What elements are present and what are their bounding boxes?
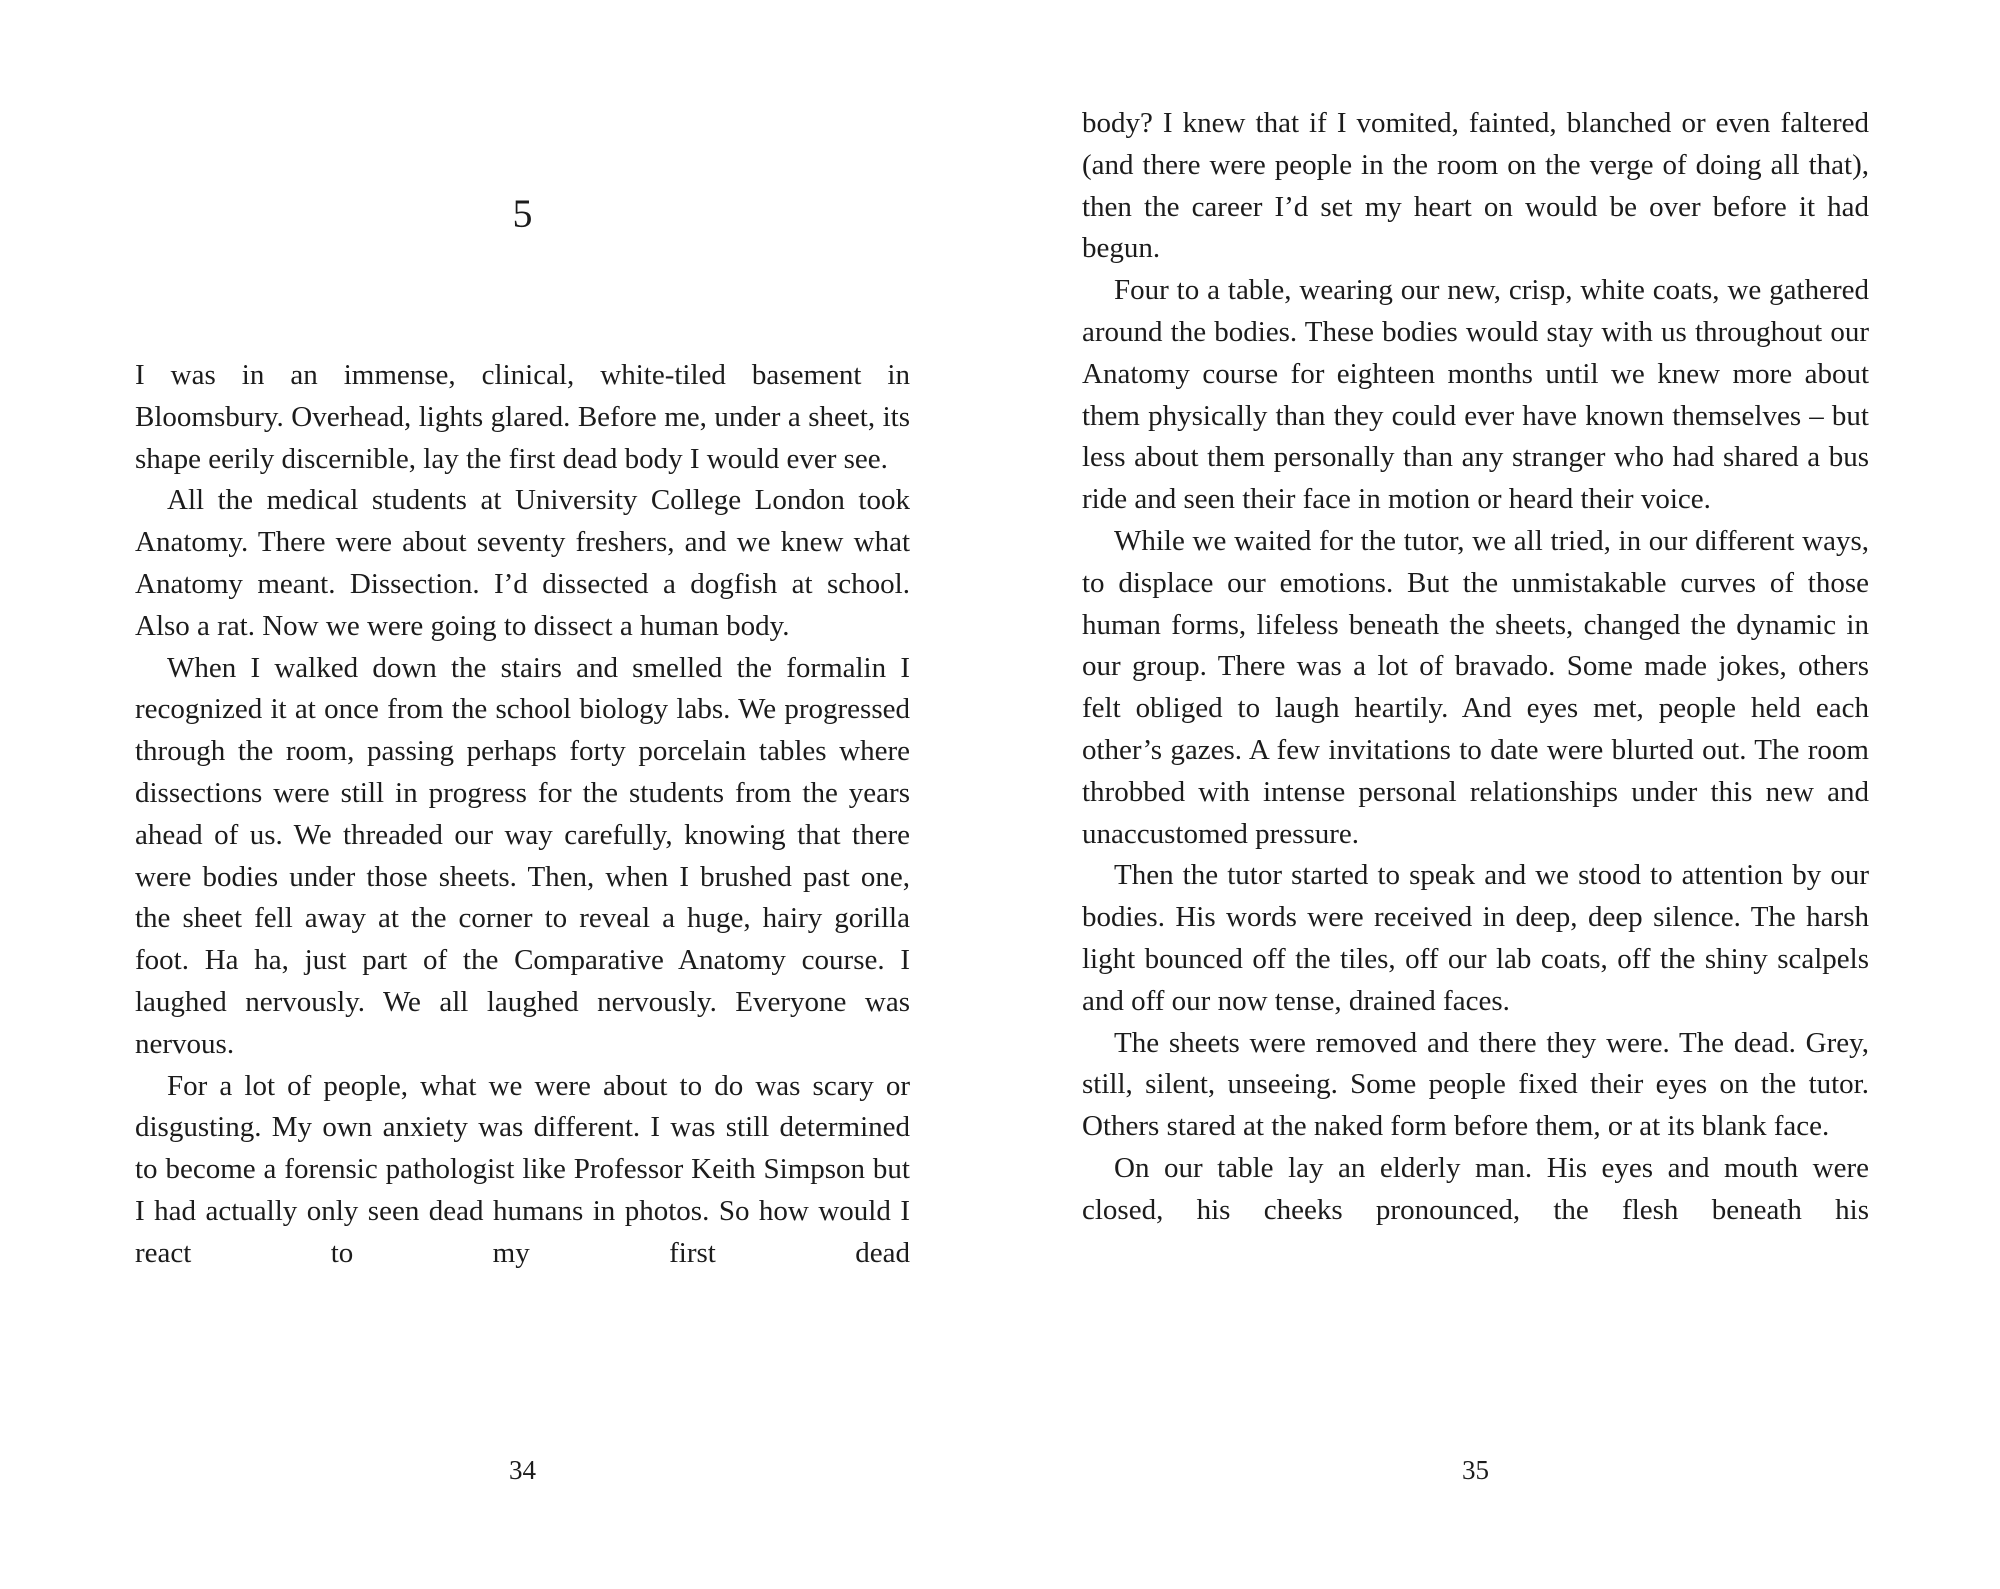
right-page-text — [1082, 103, 1869, 1232]
paragraph: Four to a table, wearing our new, crisp, white coats, we gathered around the bodies. These bodies would stay with us throughout our Anatomy course for eighteen months until we knew more about them physically than they could ever have known themselves – but less about them personally than any stranger who had shared a bus ride and seen their face in motion or heard their voice. — [1082, 274, 1869, 516]
paragraph: For a lot of people, what we were about to do was scary or disgusting. My own anxiety was different. I was still determined to become a forensic pathologist like Professor Keith Simpson but I had actually only seen dead humans in photos. So how would I react to my first dead — [135, 1069, 910, 1269]
paragraph: I was in an immense, clinical, white-tiled basement in Bloomsbury. Overhead, lights glared. Before me, under a sheet, its shape eerily discernible, lay the first dead body I would ever see. — [135, 359, 910, 475]
paragraph: The sheets were removed and there they were. The dead. Grey, still, silent, unseeing. Some people fixed their eyes on the tutor. Others stared at the naked form before them, or at its blank face. — [1082, 1026, 1869, 1143]
paragraph: All the medical students at University College London took Anatomy. There were about seventy freshers, and we knew what Anatomy meant. Dissection. I’d dissected a dogfish at school. Also a rat. Now we were going to dissect a human body. — [135, 484, 910, 642]
page-number: 34 — [509, 1455, 536, 1485]
paragraph: Then the tutor started to speak and we stood to attention by our bodies. His words were received in deep, deep silence. The harsh light bounced off the tiles, off our lab coats, off the shiny scalpels and off our now tense, drained faces. — [1082, 859, 1869, 1017]
paragraph: While we waited for the tutor, we all tried, in our different ways, to displace our emotions. But the unmistakable curves of those human forms, lifeless beneath the sheets, changed the dynamic in our group. There was a lot of bravado. Some made jokes, others felt obliged to laugh heartily. And eyes met, people held each other’s gazes. A few invitations to date were blurted out. The room throbbed with intense personal relationships under this new and unaccustomed pressure. — [1082, 524, 1869, 850]
left-page-text — [135, 355, 910, 1275]
paragraph: body? I knew that if I vomited, fainted, blanched or even faltered (and there were people in the room on the verge of doing all that), then the career I’d set my heart on would be over before it had begun. — [1082, 107, 1869, 265]
chapter-number: 5 — [512, 191, 533, 236]
paragraph: On our table lay an elderly man. His eyes and mouth were closed, his cheeks pronounced, the flesh beneath his — [1082, 1151, 1869, 1226]
paragraph: When I walked down the stairs and smelled the formalin I recognized it at once from the school biology labs. We progressed through the room, passing perhaps forty porcelain tables where dissections were still in progress for the students from the years ahead of us. We threaded our way carefully, knowing that there were bodies under those sheets. Then, when I brushed past one, the sheet fell away at the corner to reveal a huge, hairy gorilla foot. Ha ha, just part of the Comparative Anatomy course. I laughed nervously. We all laughed nervously. Everyone was nervous. — [135, 651, 910, 1060]
page-number: 35 — [1462, 1455, 1489, 1485]
left-page — [135, 0, 910, 1589]
right-page — [1082, 0, 1869, 1589]
